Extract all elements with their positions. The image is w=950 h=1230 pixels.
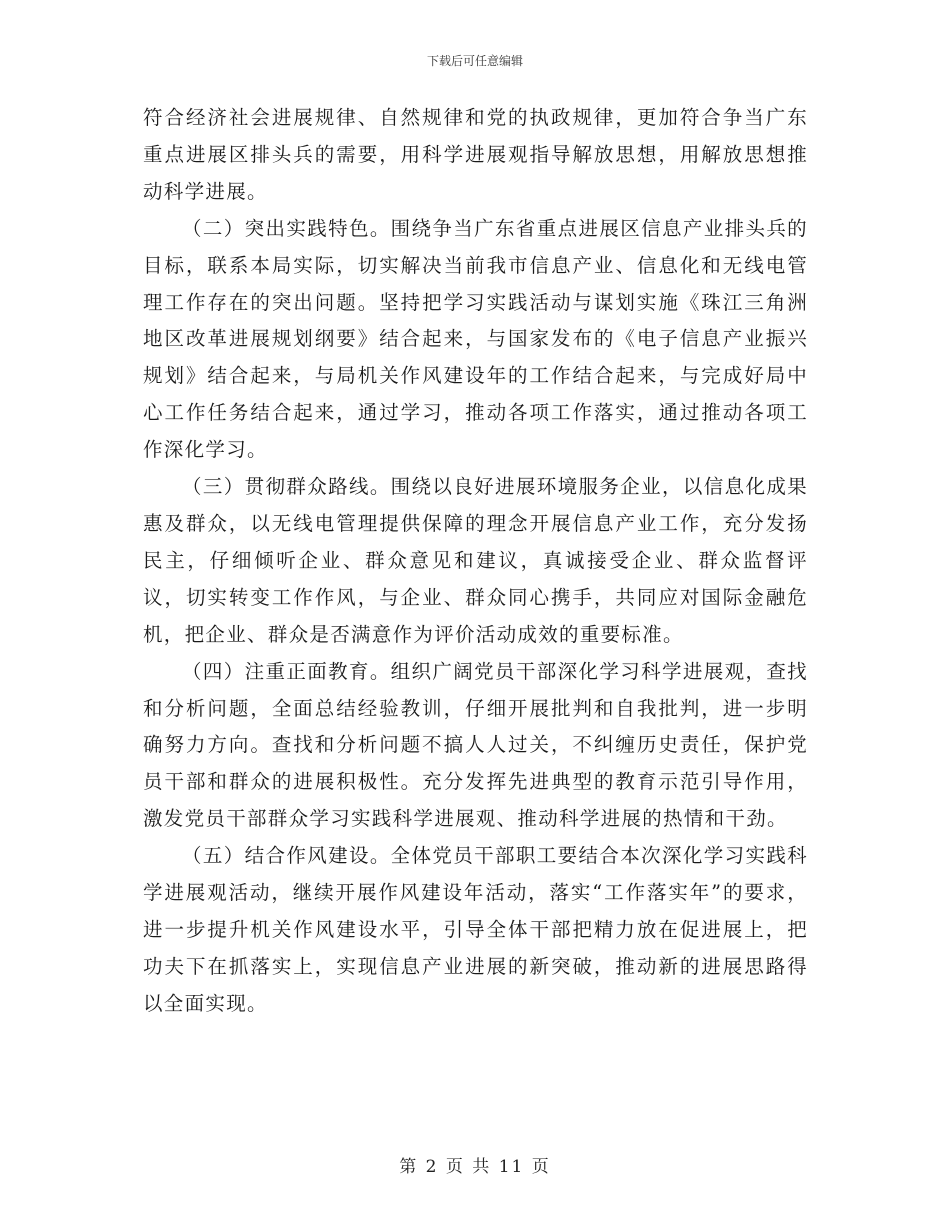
- paragraph-section-4: （四）注重正面教育。组织广阔党员干部深化学习科学进展观，查找和分析问题，全面总结经验教训，仔细开展批判和自我批判，进一步明确努力方向。查找和分析问题不搞人人过关，不纠缠历史责任，保护党员干部和群众的进展积极性。充分发挥先进典型的教育示范引导作用，激发党员干部群众学习实践科学进展观、推动科学进展的热情和干劲。: [143, 659, 808, 831]
- footer-total-pages: 11: [498, 1157, 525, 1177]
- footer-prefix: 第: [399, 1157, 419, 1177]
- paragraph-section-3: （三）贯彻群众路线。围绕以良好进展环境服务企业，以信息化成果惠及群众，以无线电管理提供保障的理念开展信息产业工作，充分发扬民主，仔细倾听企业、群众意见和建议，真诚接受企业、群众监督评议，切实转变工作作风，与企业、群众同心携手，共同应对国际金融危机，把企业、群众是否满意作为评价活动成效的重要标准。: [143, 475, 808, 646]
- paragraph-section-2: （二）突出实践特色。围绕争当广东省重点进展区信息产业排头兵的目标，联系本局实际，切实解决当前我市信息产业、信息化和无线电管理工作存在的突出问题。坚持把学习实践活动与谋划实施《珠江三角洲地区改革进展规划纲要》结合起来，与国家发布的《电子信息产业振兴规划》结合起来，与局机关作风建设年的工作结合起来，与完成好局中心工作任务结合起来，通过学习，推动各项工作落实，通过推动各项工作深化学习。: [143, 216, 808, 462]
- paragraph-continuation: 符合经济社会进展规律、自然规律和党的执政规律，更加符合争当广东重点进展区排头兵的需要，用科学进展观指导解放思想，用解放思想推动科学进展。: [143, 106, 808, 203]
- header-note: 下载后可任意编辑: [426, 54, 523, 68]
- footer-suffix: 页: [531, 1157, 551, 1177]
- footer-middle: 页 共: [445, 1157, 492, 1177]
- page-footer: [0, 1152, 950, 1177]
- footer-current-page: 2: [425, 1157, 439, 1177]
- paragraph-section-5: （五）结合作风建设。全体党员干部职工要结合本次深化学习实践科学进展观活动，继续开展作风建设年活动，落实“工作落实年”的要求，进一步提升机关作风建设水平，引导全体干部把精力放在促进展上，把功夫下在抓落实上，实现信息产业进展的新突破，推动新的进展思路得以全面实现。: [143, 844, 808, 1015]
- body-content: [143, 100, 808, 1023]
